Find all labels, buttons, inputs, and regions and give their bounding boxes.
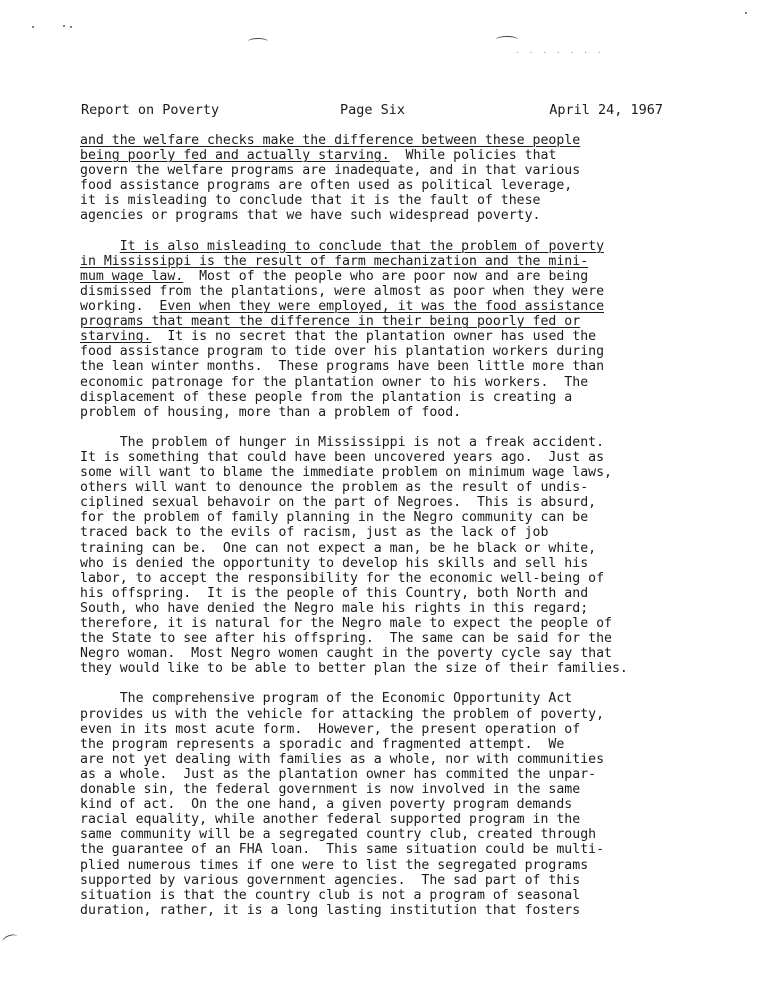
text-segment: his offspring. It is the people of this Country, both North and bbox=[80, 585, 589, 601]
underlined-text: mum wage law. bbox=[80, 268, 184, 284]
paragraph bbox=[80, 239, 720, 420]
text-segment: It is no secret that the plantation owner has used the bbox=[151, 329, 597, 345]
text-line bbox=[80, 812, 720, 827]
header-date: April 24, 1967 bbox=[549, 102, 663, 118]
text-line bbox=[80, 858, 720, 873]
text-line bbox=[80, 691, 720, 706]
text-line bbox=[80, 797, 720, 812]
paragraph-gap bbox=[80, 420, 720, 435]
text-line bbox=[80, 299, 720, 314]
text-segment: donable sin, the federal government is now involved in the same bbox=[80, 782, 581, 798]
scan-speck bbox=[745, 12, 747, 14]
paragraph bbox=[80, 133, 720, 224]
text-line bbox=[80, 390, 720, 405]
text-segment: the lean winter months. These programs have been little more than bbox=[80, 359, 605, 375]
text-segment: agencies or programs that we have such widespread poverty. bbox=[80, 208, 541, 224]
text-line bbox=[80, 163, 720, 178]
underlined-text: in Mississippi is the result of farm mechanization and the mini- bbox=[80, 253, 589, 269]
text-segment: economic patronage for the plantation owner to his workers. The bbox=[80, 374, 589, 390]
underlined-text: being poorly fed and actually starving. bbox=[80, 148, 390, 164]
underlined-text: and the welfare checks make the difference between these people bbox=[80, 133, 581, 148]
text-line bbox=[80, 344, 720, 359]
text-line bbox=[80, 646, 720, 661]
text-segment: working. bbox=[80, 299, 160, 315]
text-segment: Negro woman. Most Negro women caught in the poverty cycle say that bbox=[80, 646, 612, 662]
text-segment: dismissed from the plantations, were almost as poor when they were bbox=[80, 283, 605, 299]
scan-mark-left-edge bbox=[1, 933, 19, 947]
paragraph bbox=[80, 435, 720, 677]
underlined-text: Even when they were employed, it was the food assistance bbox=[159, 299, 605, 315]
paragraph-gap bbox=[80, 676, 720, 691]
text-segment: it is misleading to conclude that it is the fault of these bbox=[80, 193, 541, 209]
text-segment: the program represents a sporadic and fragmented attempt. We bbox=[80, 736, 565, 752]
text-segment: It is something that could have been uncovered years ago. Just as bbox=[80, 449, 605, 465]
header-title: Report on Poverty bbox=[81, 102, 220, 118]
text-segment: The comprehensive program of the Economic Opportunity Act bbox=[80, 691, 573, 707]
text-segment: some will want to blame the immediate problem on minimum wage laws, bbox=[80, 465, 612, 481]
text-line bbox=[80, 239, 720, 254]
text-segment bbox=[80, 239, 120, 254]
text-segment: food assistance program to tide over his plantation workers during bbox=[80, 344, 605, 360]
text-line bbox=[80, 269, 720, 284]
underlined-text: starving. bbox=[80, 329, 152, 345]
text-segment: South, who have denied the Negro male his rights in this regard; bbox=[80, 600, 589, 616]
text-line bbox=[80, 661, 720, 676]
text-line bbox=[80, 480, 720, 495]
text-line bbox=[80, 556, 720, 571]
text-line bbox=[80, 329, 720, 344]
text-segment: who is denied the opportunity to develop his skills and sell his bbox=[80, 555, 589, 571]
text-line bbox=[80, 722, 720, 737]
text-line bbox=[80, 208, 720, 223]
text-segment: kind of act. On the one hand, a given poverty program demands bbox=[80, 797, 573, 813]
text-line bbox=[80, 541, 720, 556]
text-line bbox=[80, 631, 720, 646]
text-segment: provides us with the vehicle for attacking the problem of poverty, bbox=[80, 706, 605, 722]
scan-speck bbox=[70, 26, 72, 28]
text-line bbox=[80, 571, 720, 586]
paragraph bbox=[80, 691, 720, 917]
text-line bbox=[80, 359, 720, 374]
scan-mark-top-center bbox=[496, 36, 518, 43]
text-line bbox=[80, 737, 720, 752]
scan-noise: . . . . . . . bbox=[515, 46, 604, 55]
text-line bbox=[80, 767, 720, 782]
text-segment: traced back to the evils of racism, just as the lack of job bbox=[80, 525, 549, 541]
text-line bbox=[80, 782, 720, 797]
text-line bbox=[80, 314, 720, 329]
text-line bbox=[80, 842, 720, 857]
text-line bbox=[80, 707, 720, 722]
text-line bbox=[80, 601, 720, 616]
text-segment: problem of housing, more than a problem of food. bbox=[80, 404, 462, 420]
text-line bbox=[80, 827, 720, 842]
text-segment: Most of the people who are poor now and are being bbox=[183, 268, 589, 284]
text-segment: situation is that the country club is not a program of seasonal bbox=[80, 887, 581, 903]
text-line bbox=[80, 405, 720, 420]
text-line bbox=[80, 465, 720, 480]
underlined-text: It is also misleading to conclude that the problem of poverty bbox=[119, 238, 605, 254]
text-segment: racial equality, while another federal supported program in the bbox=[80, 812, 581, 828]
text-segment: same community will be a segregated country club, created through bbox=[80, 827, 597, 843]
text-line bbox=[80, 525, 720, 540]
text-segment: ciplined sexual behavoir on the part of Negroes. This is absurd, bbox=[80, 495, 597, 511]
text-line bbox=[80, 888, 720, 903]
header-page-number: Page Six bbox=[340, 102, 406, 118]
text-line bbox=[80, 193, 720, 208]
text-segment: plied numerous times if one were to list the segregated programs bbox=[80, 857, 589, 873]
text-segment: duration, rather, it is a long lasting institution that fosters bbox=[80, 902, 581, 918]
text-segment: displacement of these people from the plantation is creating a bbox=[80, 389, 573, 405]
text-segment: supported by various government agencies. The sad part of this bbox=[80, 872, 581, 888]
text-segment: While policies that bbox=[389, 148, 557, 164]
scan-speck bbox=[63, 25, 65, 27]
text-segment: as a whole. Just as the plantation owner has commited the unpar- bbox=[80, 766, 597, 782]
body-text bbox=[80, 133, 720, 918]
text-segment: labor, to accept the responsibility for the economic well-being of bbox=[80, 570, 605, 586]
text-segment: the guarantee of an FHA loan. This same situation could be multi- bbox=[80, 842, 605, 858]
text-line bbox=[80, 375, 720, 390]
text-line bbox=[80, 752, 720, 767]
text-line bbox=[80, 254, 720, 269]
text-line bbox=[80, 873, 720, 888]
text-line bbox=[80, 178, 720, 193]
text-segment: training can be. One can not expect a man, be he black or white, bbox=[80, 540, 597, 556]
text-segment: govern the welfare programs are inadequate, and in that various bbox=[80, 163, 581, 179]
text-line bbox=[80, 284, 720, 299]
text-line bbox=[80, 435, 720, 450]
text-line bbox=[80, 903, 720, 918]
text-line bbox=[80, 510, 720, 525]
text-line bbox=[80, 495, 720, 510]
text-line bbox=[80, 616, 720, 631]
scan-mark-top-left bbox=[248, 38, 268, 45]
text-segment: they would like to be able to better plan the size of their families. bbox=[80, 661, 628, 677]
paragraph-gap bbox=[80, 224, 720, 239]
text-line bbox=[80, 148, 720, 163]
text-segment: others will want to denounce the problem as the result of undis- bbox=[80, 480, 589, 496]
underlined-text: programs that meant the difference in their being poorly fed or bbox=[80, 314, 581, 330]
text-segment: for the problem of family planning in the Negro community can be bbox=[80, 510, 589, 526]
text-line bbox=[80, 450, 720, 465]
text-segment: food assistance programs are often used as political leverage, bbox=[80, 178, 573, 194]
text-segment: are not yet dealing with families as a whole, nor with communities bbox=[80, 751, 605, 767]
text-line bbox=[80, 133, 720, 148]
text-segment: even in its most acute form. However, the present operation of bbox=[80, 721, 581, 737]
page-header bbox=[81, 102, 671, 122]
text-line bbox=[80, 586, 720, 601]
scan-speck bbox=[32, 26, 34, 28]
text-segment: therefore, it is natural for the Negro male to expect the people of bbox=[80, 616, 612, 631]
text-segment: The problem of hunger in Mississippi is not a freak accident. bbox=[80, 434, 605, 450]
text-segment: the State to see after his offspring. The same can be said for the bbox=[80, 631, 612, 647]
